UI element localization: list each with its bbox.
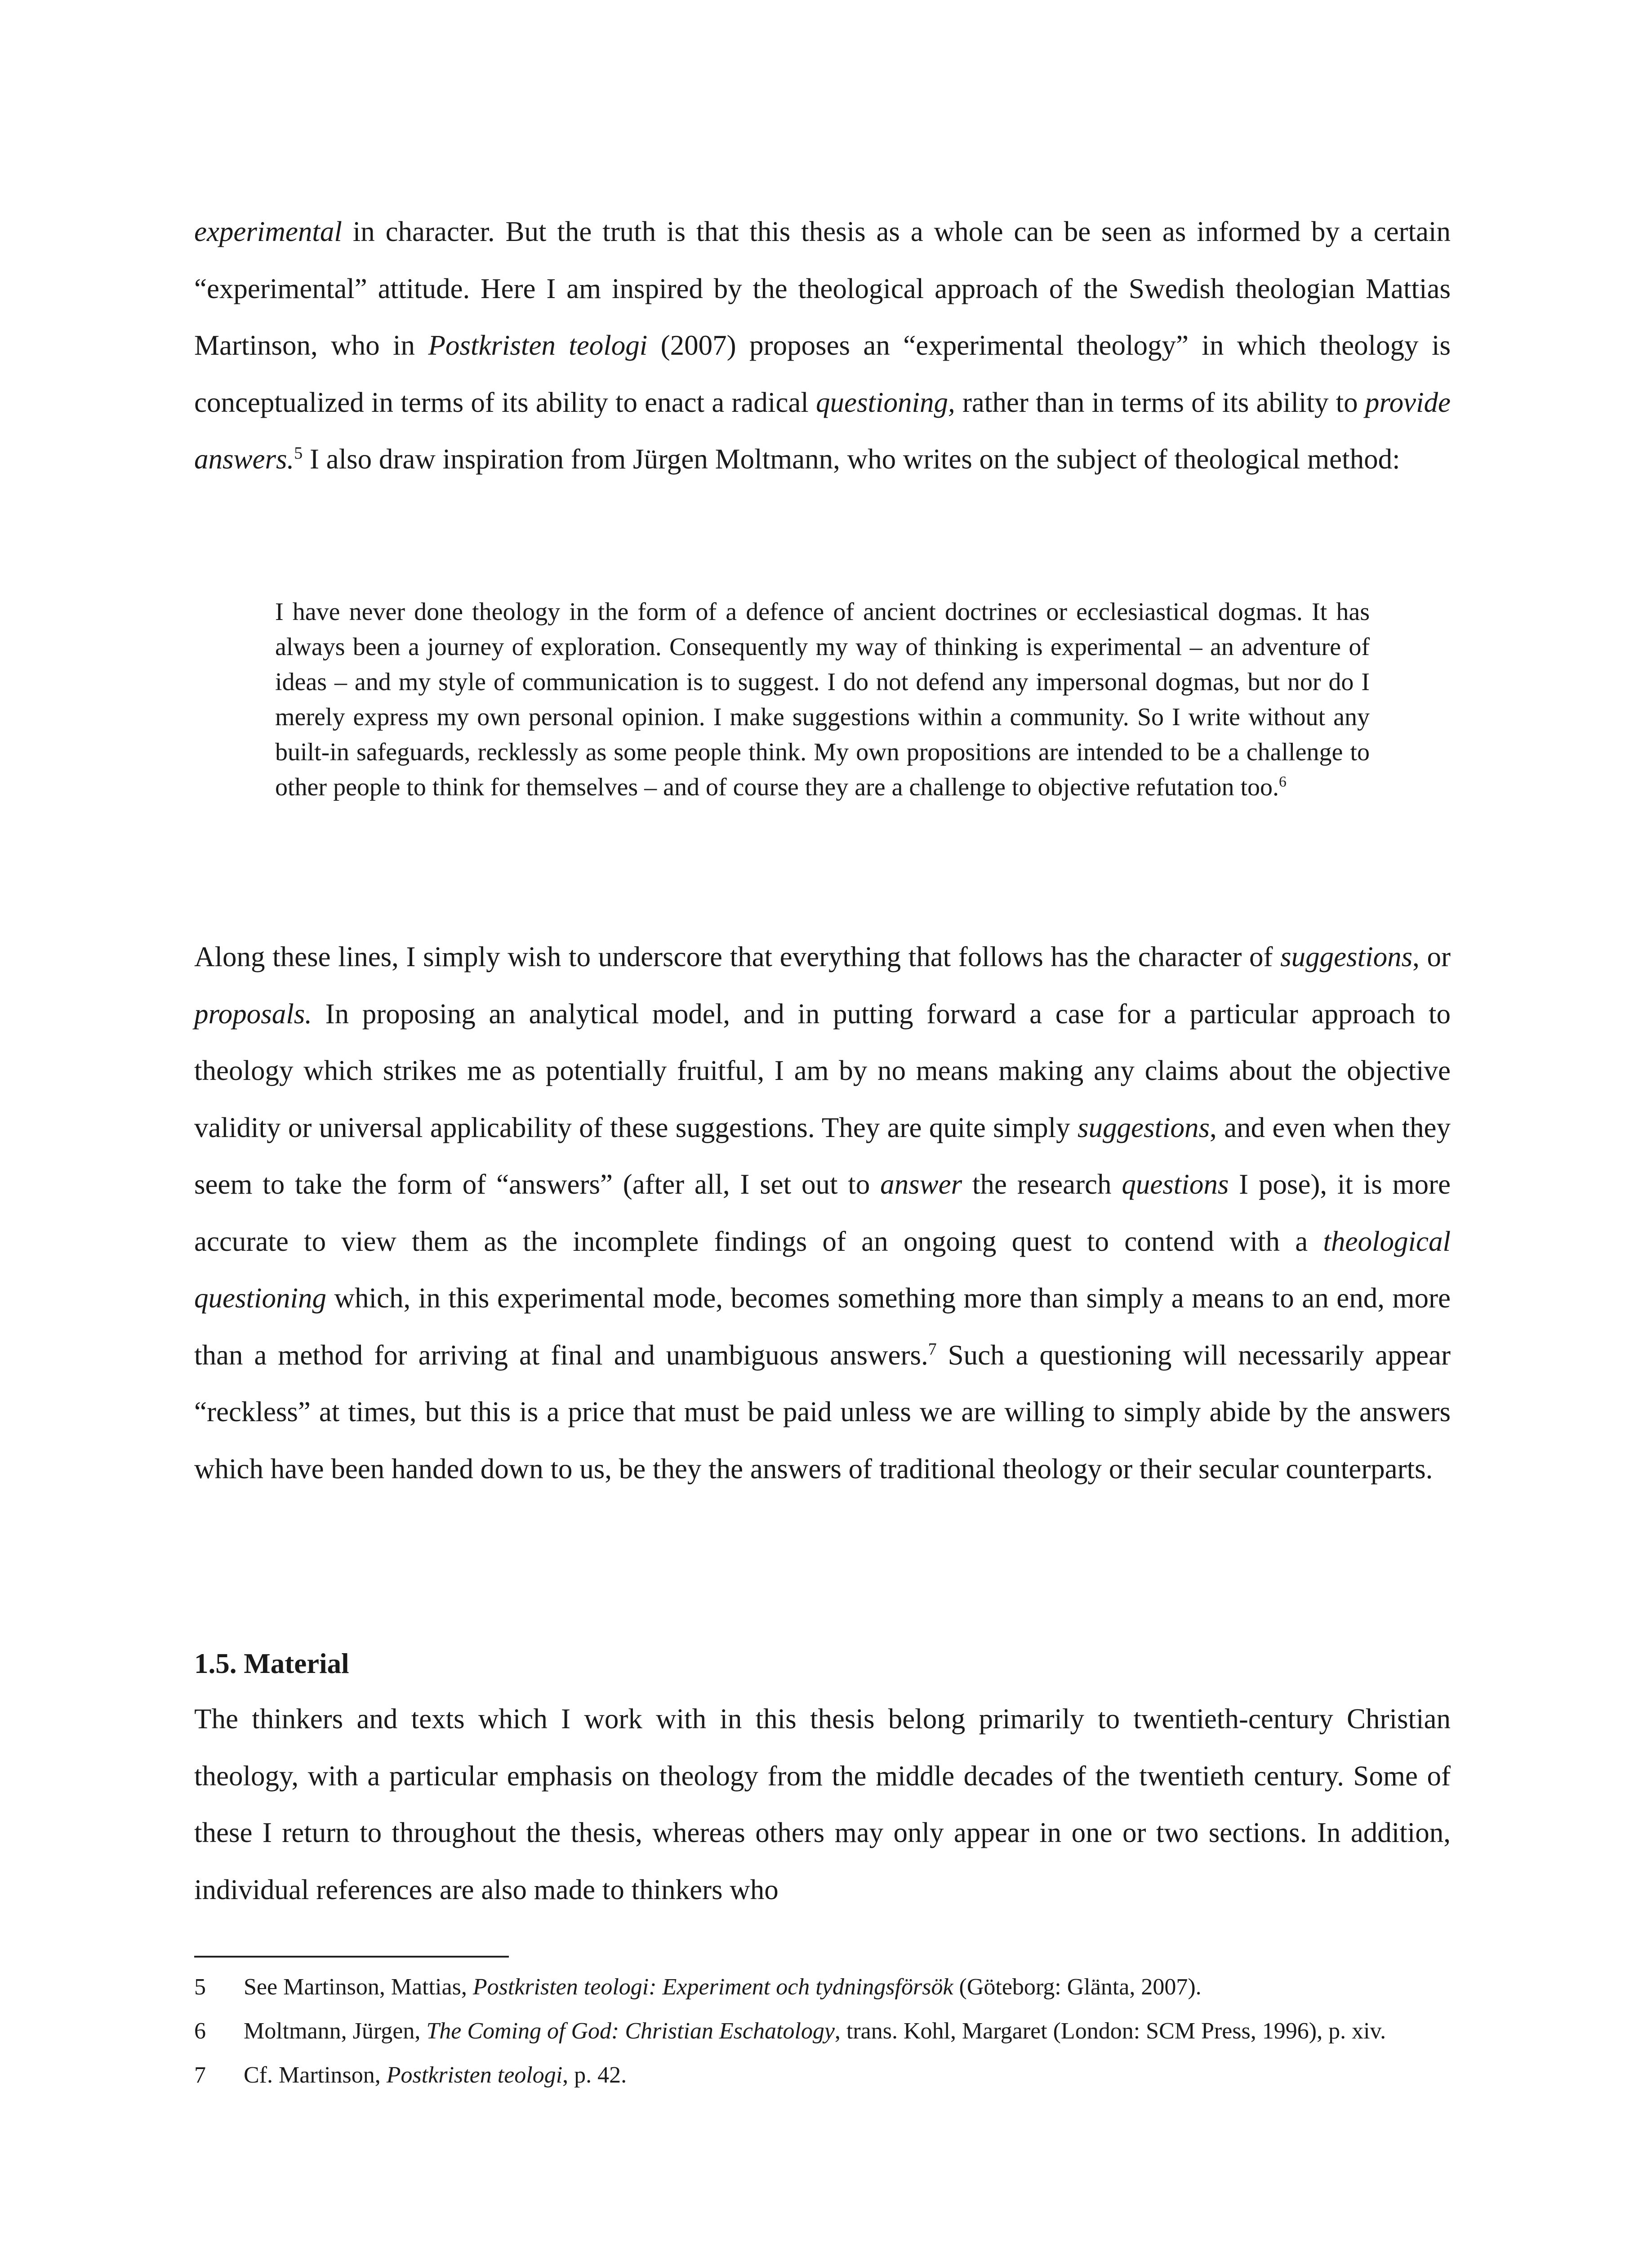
section-heading: 1.5. Material: [194, 1648, 349, 1679]
text-span: In proposing an analytical model, and in putting forward a case for a particular approach to theology which strikes me as potentially fruitful, I am by no means making any claims about the objective validity or universal applicability of these suggestions. They are quite simply: [194, 998, 1451, 1143]
text-span: Such a questioning will necessarily appear “reckless” at times, but this is a price that must be paid unless we are willing to simply abide by the answers which have been handed down to us, be they the answers of traditional theology or their secular counterparts.: [194, 1339, 1451, 1485]
italic-term: theological questioning: [194, 1225, 1451, 1314]
italic-term: questioning,: [816, 386, 955, 418]
text-span: (2007) proposes an “experimental theology” in which theology is conceptualized in terms of its ability to enact a radical: [194, 330, 1451, 418]
italic-term: proposals.: [194, 998, 312, 1030]
text-span: in character. But the truth is that this thesis as a whole can be seen as informed by a certain “experimental” attitude. Here I am inspired by the theological approach of the Swedish theologian Mattias Martinson, who in: [194, 216, 1451, 361]
footnotes: [194, 1971, 1451, 2104]
italic-term: answer: [880, 1169, 962, 1200]
text-span: See Martinson, Mattias,: [244, 1974, 473, 2000]
footnote-ref-6[interactable]: 6: [1279, 773, 1287, 790]
book-title: The Coming of God: Christian Eschatology: [426, 2018, 835, 2044]
footnote-text: [244, 2060, 1451, 2091]
book-title: Postkristen teologi: Experiment och tydningsförsök: [472, 1974, 953, 2000]
text-span: Cf. Martinson,: [244, 2062, 387, 2088]
block-quote-moltmann: [275, 594, 1370, 805]
text-span: , p. 42.: [562, 2062, 627, 2088]
footnote-divider: [194, 1956, 509, 1958]
footnote-ref-7[interactable]: 7: [928, 1339, 937, 1359]
footnote-5: [194, 1971, 1451, 2003]
text-span: the research: [962, 1169, 1122, 1200]
text-span: which, in this experimental mode, becomes something more than simply a means to an end, more than a method for arriving at final and unambiguous answers.: [194, 1282, 1451, 1371]
footnote-7: [194, 2060, 1451, 2091]
footnote-6: [194, 2016, 1451, 2047]
footnote-number: 7: [194, 2062, 206, 2088]
text-span: I also draw inspiration from Jürgen Moltmann, who writes on the subject of theological method:: [303, 443, 1400, 475]
text-span: (Göteborg: Glänta, 2007).: [953, 1974, 1202, 2000]
book-title: Postkristen teologi: [428, 330, 648, 361]
text-span: , and even when they seem to take the form of “answers” (after all, I set out to: [194, 1111, 1451, 1200]
footnote-text: [244, 2016, 1451, 2047]
text-span: Along these lines, I simply wish to underscore that everything that follows has the character of: [194, 941, 1281, 972]
text-span: Moltmann, Jürgen,: [244, 2018, 427, 2044]
text-span: , trans. Kohl, Margaret (London: SCM Press, 1996), p. xiv.: [834, 2018, 1386, 2044]
italic-term: experimental: [194, 216, 342, 247]
footnote-text: [244, 1971, 1451, 2003]
footnote-number: 5: [194, 1974, 206, 2000]
italic-term: suggestions: [1078, 1111, 1210, 1143]
footnote-ref-5[interactable]: 5: [294, 444, 303, 463]
paragraph-experimental-attitude: [194, 203, 1451, 488]
paragraph-suggestions: [194, 928, 1451, 1497]
paragraph-material: The thinkers and texts which I work with in this thesis belong primarily to twentieth-century Christian theology, with a particular emphasis on theology from the middle decades of the twentieth century. Some of these I return to throughout the thesis, whereas others may only appear in one or two sections. In addition, individual references are also made to thinkers who: [194, 1703, 1451, 1905]
italic-term: provide answers.: [194, 386, 1451, 475]
quote-text: I have never done theology in the form of a defence of ancient doctrines or ecclesiastical dogmas. It has always been a journey of exploration. Consequently my way of thinking is experimental – an adventure of ideas – and my style of communication is to suggest. I do not defend any impersonal dogmas, but nor do I merely express my own personal opinion. I make suggestions within a community. So I write without any built-in safeguards, recklessly as some people think. My own propositions are intended to be a challenge to other people to think for themselves – and of course they are a challenge to objective refutation too.: [275, 598, 1370, 801]
text-span: , or: [1412, 941, 1451, 972]
footnote-number: 6: [194, 2018, 206, 2044]
text-span: rather than in terms of its ability to: [955, 386, 1365, 418]
book-title: Postkristen teologi: [386, 2062, 563, 2088]
italic-term: questions: [1122, 1169, 1229, 1200]
italic-term: suggestions: [1280, 941, 1413, 972]
text-span: I pose), it is more accurate to view them as the incomplete findings of an ongoing quest to contend with a: [194, 1169, 1451, 1257]
